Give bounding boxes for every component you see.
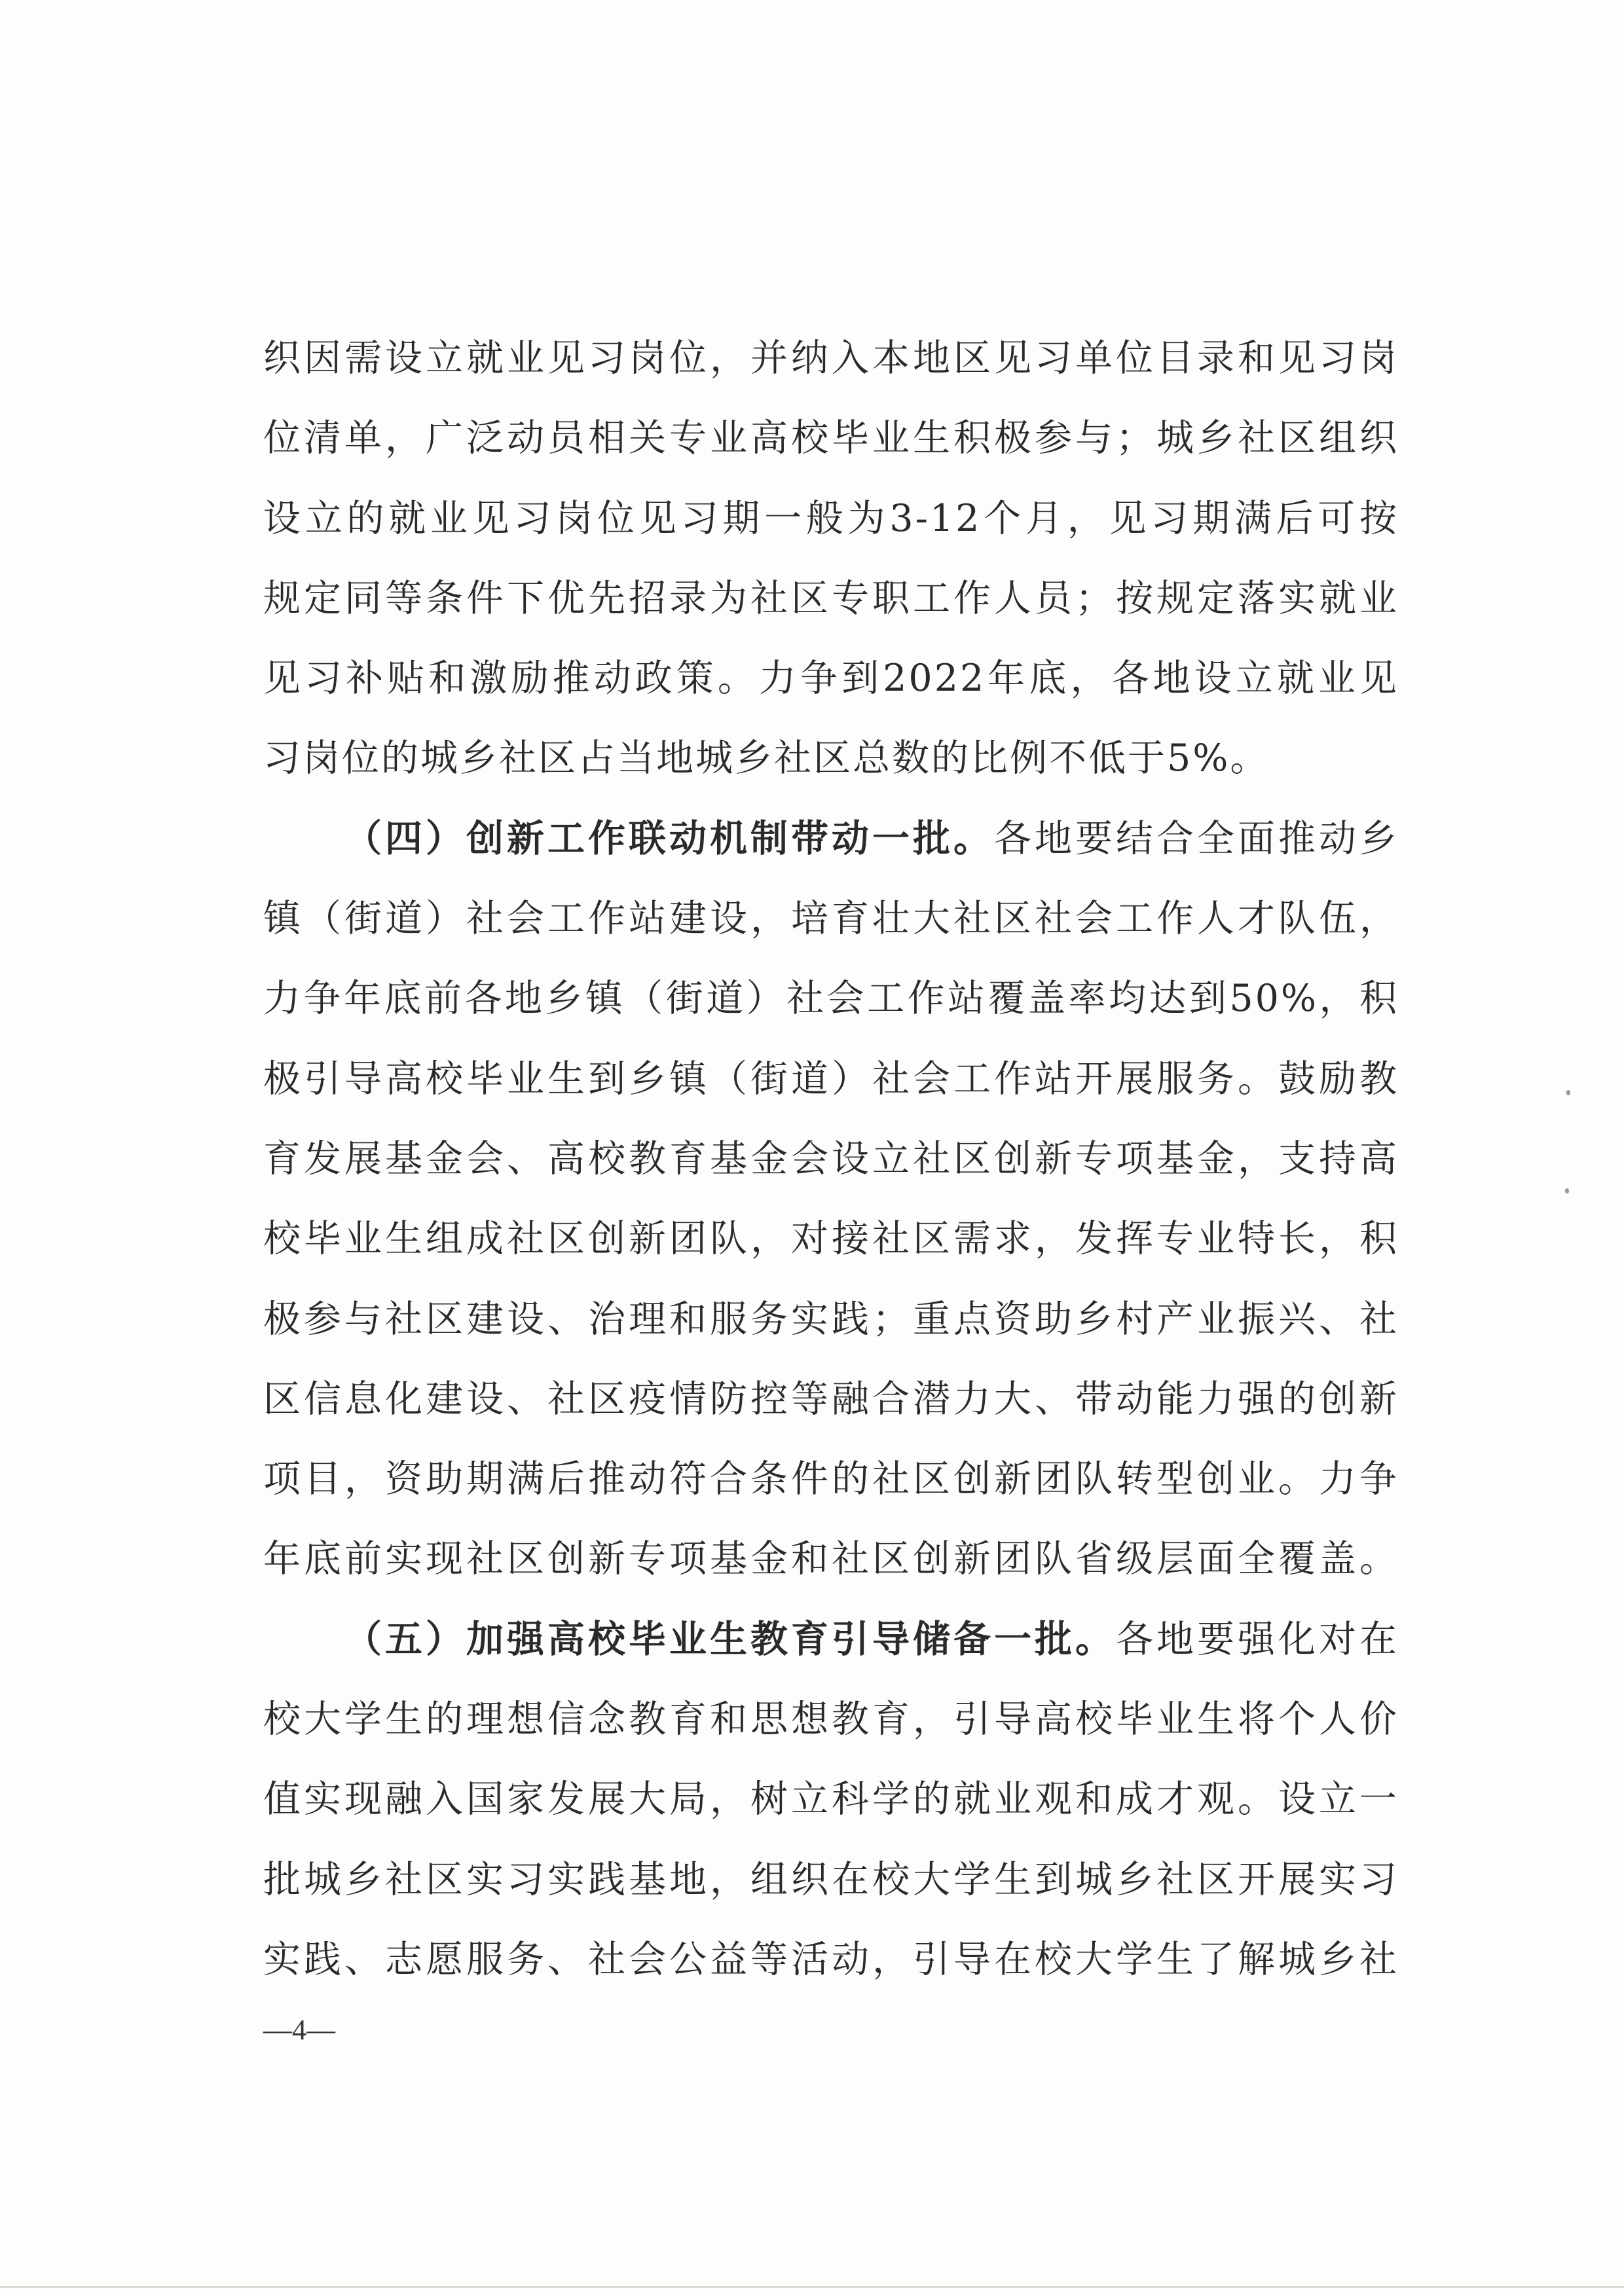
text-line: 习岗位的城乡社区占当地城乡社区总数的比例不低于5%。 bbox=[263, 737, 1270, 780]
text-line: 设立的就业见习岗位见习期一般为3-12个月，见习期满后可按 bbox=[263, 496, 1399, 540]
text-line: 织因需设立就业见习岗位，并纳入本地区见习单位目录和见习岗 bbox=[263, 337, 1399, 380]
text-line: 镇（街道）社会工作站建设，培育壮大社区社会工作人才队伍， bbox=[263, 897, 1399, 941]
paragraph-section-5 bbox=[263, 1599, 1399, 1999]
text-line: 实践、志愿服务、社会公益等活动，引导在校大学生了解城乡社 bbox=[263, 1937, 1399, 1981]
section-heading: （五）加强高校毕业生教育引导储备一批。 bbox=[344, 1616, 1116, 1661]
section-heading: （四）创新工作联动机制带动一批。 bbox=[344, 816, 994, 860]
scan-speck bbox=[1566, 1090, 1570, 1095]
text-line: 极参与社区建设、治理和服务实践；重点资助乡村产业振兴、社 bbox=[263, 1297, 1399, 1341]
text-line bbox=[263, 1599, 1399, 1679]
paragraph-section-4 bbox=[263, 799, 1399, 1599]
text-span: 各地要结合全面推动乡 bbox=[994, 816, 1399, 860]
text-line: 批城乡社区实习实践基地，组织在校大学生到城乡社区开展实习 bbox=[263, 1857, 1399, 1901]
text-span: 各地要强化对在 bbox=[1116, 1617, 1399, 1661]
text-line: 校毕业生组成社区创新团队，对接社区需求，发挥专业特长，积 bbox=[263, 1217, 1399, 1261]
text-line: 规定同等条件下优先招录为社区专职工作人员；按规定落实就业 bbox=[263, 576, 1399, 620]
text-line: 育发展基金会、高校教育基金会设立社区创新专项基金，支持高 bbox=[263, 1137, 1399, 1180]
scan-edge-line bbox=[0, 2286, 1624, 2288]
text-line: 校大学生的理想信念教育和思想教育，引导高校毕业生将个人价 bbox=[263, 1698, 1399, 1741]
text-line: 见习补贴和激励推动政策。力争到2022年底，各地设立就业见 bbox=[263, 657, 1399, 701]
scan-speck bbox=[1565, 1188, 1569, 1194]
text-line: 值实现融入国家发展大局，树立科学的就业观和成才观。设立一 bbox=[263, 1777, 1399, 1821]
text-line: 极引导高校毕业生到乡镇（街道）社会工作站开展服务。鼓励教 bbox=[263, 1057, 1399, 1101]
text-line: 力争年底前各地乡镇（街道）社会工作站覆盖率均达到50%，积 bbox=[263, 977, 1399, 1021]
document-body bbox=[263, 318, 1399, 1999]
page-number: —4— bbox=[263, 2014, 335, 2046]
text-line: 项目，资助期满后推动符合条件的社区创新团队转型创业。力争 bbox=[263, 1457, 1399, 1501]
text-line: 区信息化建设、社区疫情防控等融合潜力大、带动能力强的创新 bbox=[263, 1377, 1399, 1421]
paragraph-continuation bbox=[263, 318, 1399, 799]
text-line: 年底前实现社区创新专项基金和社区创新团队省级层面全覆盖。 bbox=[263, 1537, 1399, 1581]
text-line: 位清单，广泛动员相关专业高校毕业生积极参与；城乡社区组织 bbox=[263, 416, 1399, 460]
text-line bbox=[263, 799, 1399, 879]
